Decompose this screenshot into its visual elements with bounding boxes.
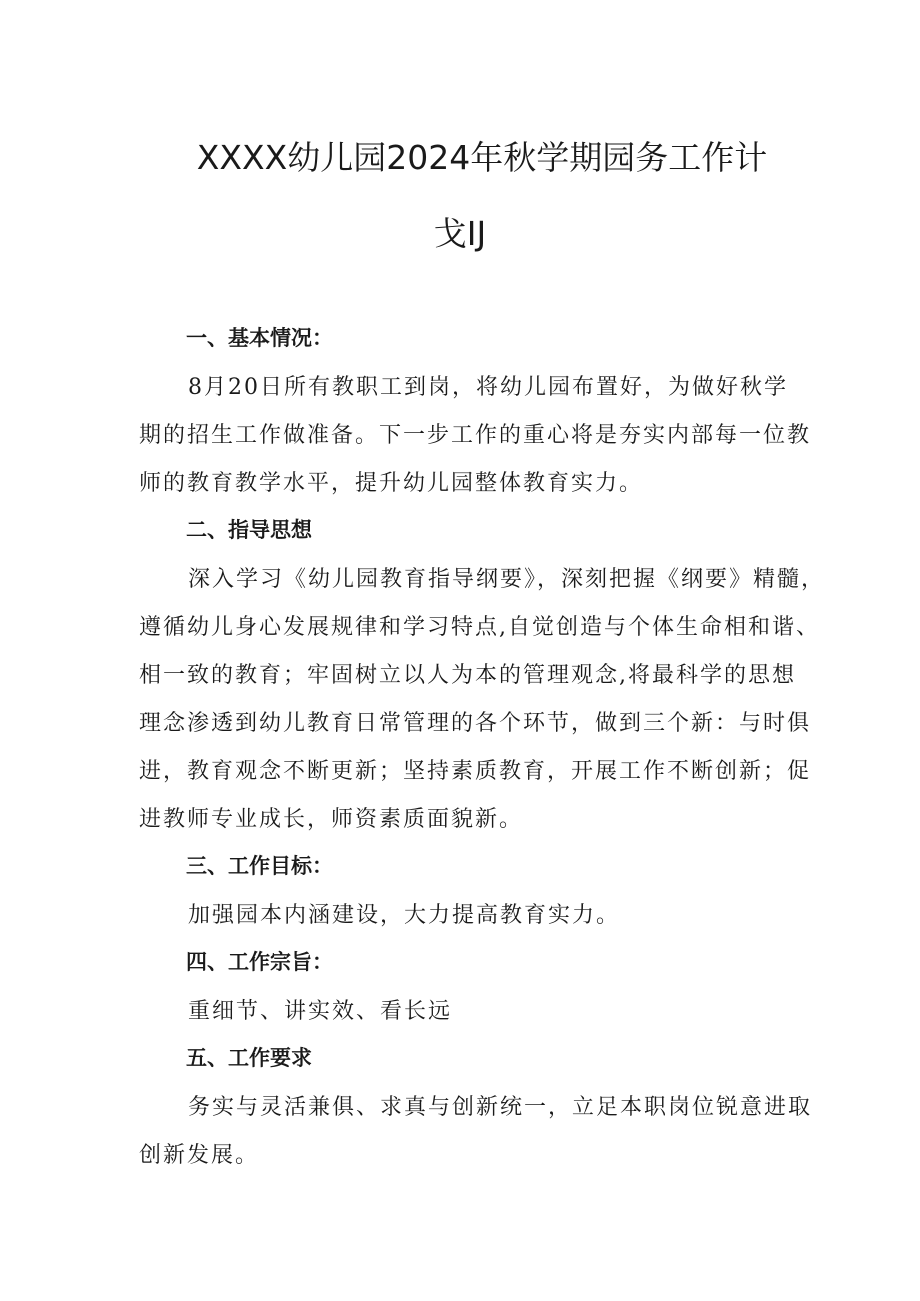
paragraph-line: 进教师专业成长，师资素质面貌新。 bbox=[139, 807, 524, 832]
document-title-line-1: XXXX幼儿园2024年秋学期园务工作计 bbox=[196, 138, 768, 177]
paragraph-line: 深入学习《幼儿园教育指导纲要》，深刻把握《纲要》精髓， bbox=[188, 567, 826, 592]
paragraph-line: 务实与灵活兼俱、求真与创新统一，立足本职岗位锐意进取 bbox=[188, 1095, 813, 1120]
paragraph-line: 创新发展。 bbox=[139, 1143, 260, 1168]
section-heading-work-requirements: 五、工作要求 bbox=[186, 1046, 312, 1070]
section-heading-work-goals: 三、工作目标： bbox=[186, 854, 333, 878]
paragraph-line: 遵循幼儿身心发展规律和学习特点,自觉创造与个体生命相和谐、 bbox=[139, 615, 820, 640]
section-heading-basic-situation: 一、基本情况： bbox=[186, 326, 333, 350]
paragraph-line: 加强园本内涵建设，大力提高教育实力。 bbox=[188, 903, 621, 928]
section-heading-guiding-ideology: 二、指导思想 bbox=[186, 518, 312, 542]
paragraph-line: 理念渗透到幼儿教育日常管理的各个环节，做到三个新：与时俱 bbox=[139, 711, 812, 736]
paragraph-line: 期的招生工作做准备。下一步工作的重心将是夯实内部每一位教 bbox=[139, 423, 812, 448]
paragraph-line: 相一致的教育；牢固树立以人为本的管理观念,将最科学的思想 bbox=[139, 663, 796, 688]
paragraph-line: 8月20日所有教职工到岗，将幼儿园布置好，为做好秋学 bbox=[188, 375, 788, 400]
paragraph-line: 师的教育教学水平，提升幼儿园整体教育实力。 bbox=[139, 471, 644, 496]
paragraph-line: 进，教育观念不断更新；坚持素质教育，开展工作不断创新；促 bbox=[139, 759, 812, 784]
paragraph-line: 重细节、讲实效、看长远 bbox=[188, 999, 453, 1024]
section-heading-work-tenet: 四、工作宗旨： bbox=[186, 950, 333, 974]
document-title-line-2: 戈IJ bbox=[433, 214, 487, 253]
